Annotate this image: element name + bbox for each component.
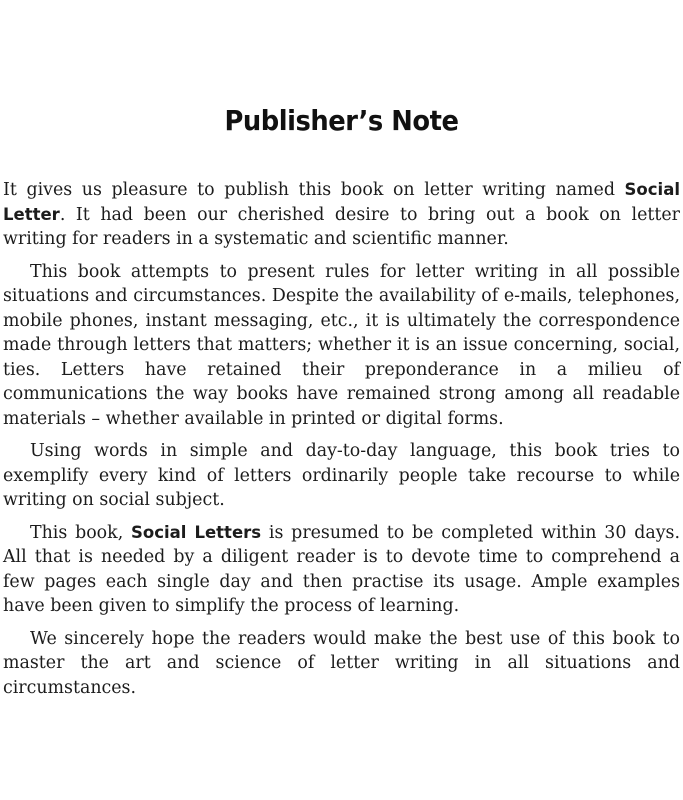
document-body (3, 178, 680, 708)
page-title: Publisher’s Note (224, 104, 459, 137)
book-title-emphasis: Social Letters (131, 522, 262, 542)
paragraph-closing (3, 627, 680, 701)
paragraph-text: is presumed to be completed within 30 days. All that is needed by a diligent reader is to devote time to comprehend a few pages each single day and then practise its usage. Ample examples have been given to simplify the process of learning. (3, 522, 680, 616)
paragraph-text: . It had been our cherished desire to bring out a book on letter writing for readers in a systematic and scientific manner. (3, 204, 680, 249)
paragraph-text: It gives us pleasure to publish this book on letter writing named (3, 180, 625, 200)
paragraph-intro (3, 178, 680, 252)
book-title-emphasis: Social Letter (3, 180, 680, 224)
paragraph-text: This book attempts to present rules for letter writing in all possible situations and circumstances. Despite the availability of e-mails, telephones, mobile phones, instant messaging, etc., it is ultimately the correspondence made through letters that matters; whether it is an issue concerning, social, ties. Letters have retained their preponderance in a milieu of communications the way books have remained strong among all readable materials – whether available in printed or digital forms. (3, 261, 680, 429)
paragraph-text: Using words in simple and day-to-day language, this book tries to exemplify every kind of letters ordinarily people take recourse to while writing on social subject. (3, 441, 680, 510)
paragraph-duration (3, 521, 680, 619)
paragraph-purpose (3, 260, 680, 432)
paragraph-language (3, 439, 680, 513)
paragraph-text: We sincerely hope the readers would make the best use of this book to master the art and science of letter writing in all situations and circumstances. (3, 628, 680, 698)
paragraph-text: This book, (30, 522, 132, 543)
